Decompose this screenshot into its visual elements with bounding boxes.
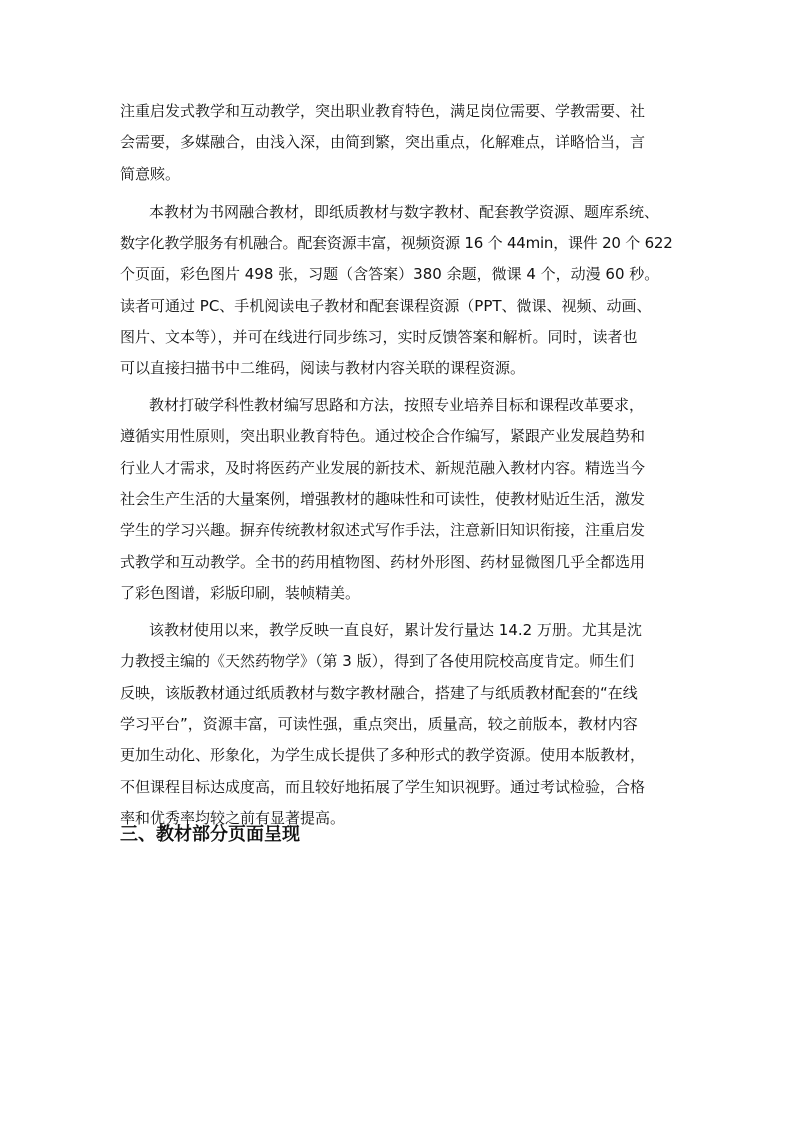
paragraph-4-line-1: 该教材使用以来，教学反映一直良好，累计发行量达 14.2 万册。尤其是沈 [149, 621, 642, 639]
paragraph-3-line-1: 教材打破学科性教材编写思路和方法，按照专业培养目标和课程改革要求， [149, 396, 645, 414]
paragraph-2-line-1: 本教材为书网融合教材，即纸质教材与数字教材、配套教学资源、题库系统、 [149, 203, 660, 221]
section-heading: 三、教材部分页面呈现 [120, 824, 300, 845]
paragraph-2-line-2: 数字化教学服务有机融合。配套资源丰富，视频资源 16 个 44min，课件 20 个 622 [120, 234, 673, 252]
paragraph-4-line-2: 力教授主编的《天然药物学》（第 3 版），得到了各使用院校高度肯定。师生们 [120, 652, 635, 670]
paragraph-3-line-6: 式教学和互动教学。全书的药用植物图、药材外形图、药材显微图几乎全都选用 [120, 553, 646, 571]
paragraph-3-line-4: 社会生产生活的大量案例，增强教材的趣味性和可读性，使教材贴近生活，激发 [120, 490, 646, 508]
paragraph-4-line-7: 率和优秀率均较之前有显著提高。 [120, 809, 346, 827]
paragraph-4-line-6: 不但课程目标达成度高，而且较好地拓展了学生知识视野。通过考试检验，合格 [120, 778, 646, 796]
paragraph-3-line-5: 学生的学习兴趣。摒弃传统教材叙述式写作手法，注意新旧知识衔接，注重启发 [120, 521, 646, 539]
paragraph-2-line-6: 可以直接扫描书中二维码，阅读与教材内容关联的课程资源。 [120, 359, 526, 377]
paragraph-4-line-4: 学习平台”，资源丰富，可读性强，重点突出，质量高，较之前版本，教材内容 [120, 715, 638, 733]
paragraph-2-line-5: 图片、文本等），并可在线进行同步练习，实时反馈答案和解析。同时，读者也 [120, 328, 638, 346]
paragraph-1-line-2: 会需要，多媒融合，由浅入深，由简到繁，突出重点，化解难点，详略恰当，言 [120, 133, 646, 151]
paragraph-2-line-3: 个页面，彩色图片 498 张，习题（含答案）380 余题，微课 4 个，动漫 60 秒。 [120, 265, 660, 283]
paragraph-1-line-1: 注重启发式教学和互动教学，突出职业教育特色，满足岗位需要、学教需要、社 [120, 102, 646, 120]
paragraph-3-line-3: 行业人才需求，及时将医药产业发展的新技术、新规范融入教材内容。精选当今 [120, 459, 646, 477]
paragraph-2-line-4: 读者可通过 PC、手机阅读电子教材和配套课程资源（PPT、微课、视频、动画、 [120, 297, 652, 315]
paragraph-3-line-7: 了彩色图谱，彩版印刷，装帧精美。 [120, 584, 361, 602]
paragraph-4-line-3: 反映，该版教材通过纸质教材与数字教材融合，搭建了与纸质教材配套的“在线 [120, 684, 638, 702]
paragraph-3-line-2: 遵循实用性原则，突出职业教育特色。通过校企合作编写，紧跟产业发展趋势和 [120, 427, 646, 445]
paragraph-4-line-5: 更加生动化、形象化，为学生成长提供了多种形式的教学资源。使用本版教材， [120, 746, 646, 764]
paragraph-1-line-3: 简意赅。 [120, 165, 181, 183]
